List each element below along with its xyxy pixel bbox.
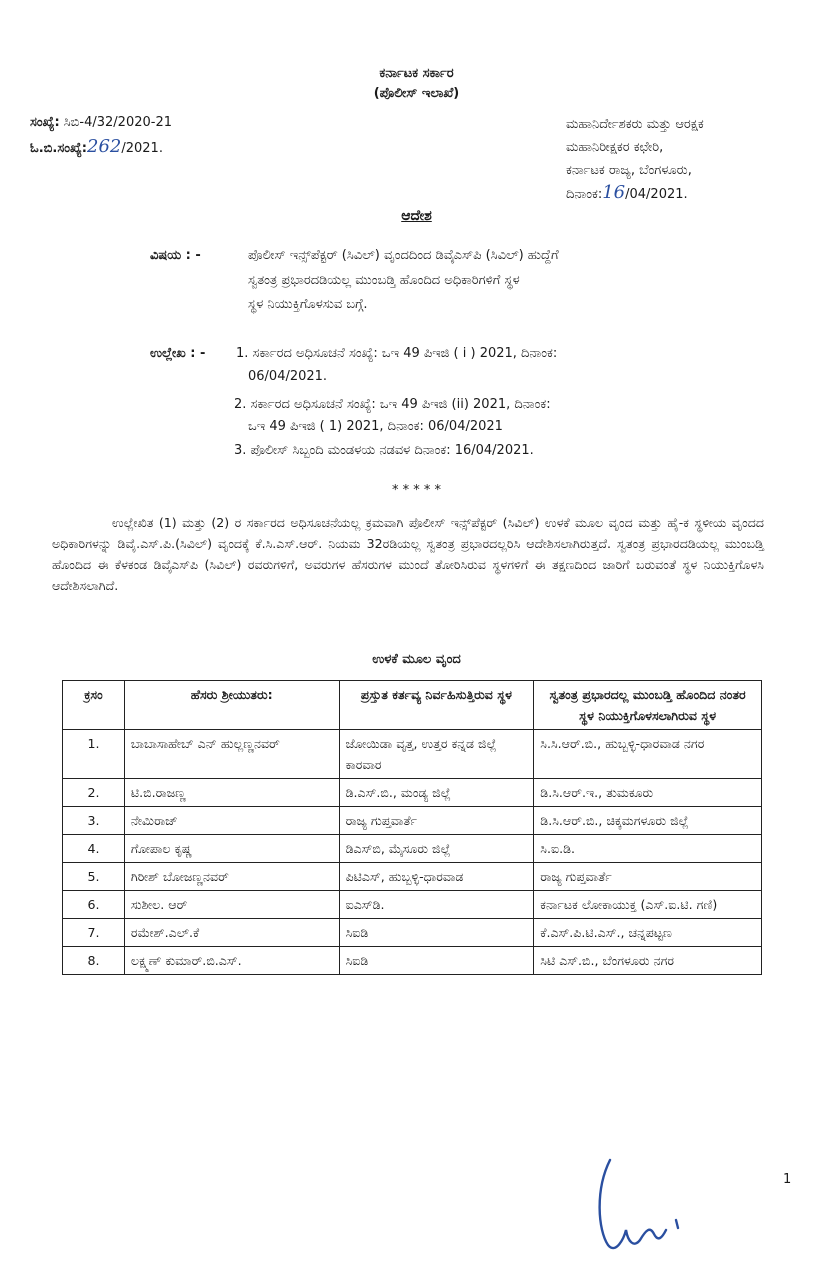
cell-name: ಲಕ್ಷ್ಮಣ್ ಕುಮಾರ್.ಬಿ.ಎಸ್. [124,947,339,975]
col-header-serial: ಕ್ರಸಂ [63,681,125,730]
signature-mark [590,1150,700,1260]
cell-serial: 4. [63,835,125,863]
reference-2a: 2. ಸರ್ಕಾರದ ಅಧಿಸೂಚನೆ ಸಂಖ್ಯೆ: ಒಇ 49 ಪಿಇಜಿ (ii) 2021, ದಿನಾಂಕ: [234,397,551,412]
cell-current-post: ಡಿ.ಎಸ್.ಬಿ., ಮಂಡ್ಯ ಜಿಲ್ಲೆ [339,779,534,807]
ob-number-label: ಓ.ಬಿ.ಸಂಖ್ಯೆ: [30,141,87,156]
office-line-3: ಕರ್ನಾಟಕ ರಾಜ್ಯ, ಬೆಂಗಳೂರು, [566,163,692,178]
order-number-value: ಸಿಬಿ-4/32/2020-21 [63,115,173,130]
ob-number-year: /2021. [121,141,163,156]
cell-name: ಸುಶೀಲ. ಆರ್ [124,891,339,919]
cell-name: ಟಿ.ಬಿ.ರಾಜಣ್ಣ [124,779,339,807]
ob-number-handwritten: 262 [87,136,122,157]
cell-current-post: ರಾಜ್ಯ ಗುಪ್ತವಾರ್ತೆ [339,807,534,835]
cell-name: ನೇಮಿರಾಜ್ [124,807,339,835]
cell-current-post: ಸಿಐಡಿ [339,947,534,975]
reference-2b: ಒಇ 49 ಪಿಇಜಿ ( 1) 2021, ದಿನಾಂಕ: 06/04/2021 [248,419,503,434]
date-rest: /04/2021. [625,187,688,202]
table-header-row [63,681,762,730]
date-label: ದಿನಾಂಕ: [566,187,603,202]
col-header-new-post: ಸ್ವತಂತ್ರ ಪ್ರಭಾರದಲ್ಲ ಮುಂಬಡ್ತಿ ಹೊಂದಿದ ನಂತರ ಸ್ಥಳ ನಿಯುಕ್ತಿಗೊಳಸಲಾಗಿರುವ ಸ್ಥಳ [534,681,762,730]
cell-serial: 3. [63,807,125,835]
cell-new-post: ಸಿ.ಸಿ.ಆರ್.ಬಿ., ಹುಬ್ಬಳ್ಳಿ-ಧಾರವಾಡ ನಗರ [534,730,762,779]
cell-name: ರಮೇಶ್.ಎಲ್.ಕೆ [124,919,339,947]
cell-new-post: ಸಿ.ಐ.ಡಿ. [534,835,762,863]
cell-name: ಗೋಪಾಲ ಕೃಷ್ಣ [124,835,339,863]
page-number: 1 [783,1172,792,1187]
reference-1a: 1. ಸರ್ಕಾರದ ಅಧಿಸೂಚನೆ ಸಂಖ್ಯೆ: ಒಇ 49 ಪಿಇಜಿ ( i ) 2021, ದಿನಾಂಕ: [236,346,558,361]
table-row [63,779,762,807]
cell-new-post: ಡಿ.ಸಿ.ಆರ್.ಇ., ತುಮಕೂರು [534,779,762,807]
reference-3: 3. ಪೊಲೀಸ್ ಸಿಬ್ಬಂದಿ ಮಂಡಳಯ ನಡವಳ ದಿನಾಂಕ: 16/04/2021. [234,443,534,458]
ob-number [30,138,163,157]
col-header-name: ಹೆಸರು ಶ್ರೀಯುತರು: [124,681,339,730]
office-date [566,184,688,203]
cell-current-post: ಸಿಐಡಿ [339,919,534,947]
cell-new-post: ಸಿಟಿ ಎಸ್.ಬಿ., ಬೆಂಗಳೂರು ನಗರ [534,947,762,975]
table-row [63,730,762,779]
cell-serial: 5. [63,863,125,891]
cell-current-post: ಜೋಯಿಡಾ ವೃತ್ತ, ಉತ್ತರ ಕನ್ನಡ ಜಿಲ್ಲೆ ಕಾರವಾರ [339,730,534,779]
cell-current-post: ಪಿಟಿಎಸ್, ಹುಬ್ಬಳ್ಳಿ-ಧಾರವಾಡ [339,863,534,891]
cell-new-post: ಕೆ.ಎಸ್.ಪಿ.ಟಿ.ಎಸ್., ಚನ್ನಪಟ್ಟಣ [534,919,762,947]
body-paragraph: ಉಲ್ಲೇಖಿತ (1) ಮತ್ತು (2) ರ ಸರ್ಕಾರದ ಅಧಿಸೂಚನೆಯಲ್ಲ ಕ್ರಮವಾಗಿ ಪೊಲೀಸ್ ಇನ್ಸ್‌ಪೆಕ್ಟರ್ (ಸಿವಿಲ್) ಉಳಕೆ ಮೂಲ ವೃಂದ ಮತ್ತು ಹೈ-ಕ ಸ್ಥಳೀಯ ವೃಂದದ ಅಧಿಕಾರಿಗಳನ್ನು ಡಿವೈ.ಎಸ್.ಪಿ.(ಸಿವಿಲ್) ವೃಂದಕ್ಕೆ ಕೆ.ಸಿ.ಎಸ್.ಆರ್. ನಿಯಮ 32ರಡಿಯಲ್ಲ ಸ್ವತಂತ್ರ ಪ್ರಭಾರದಲ್ಲರಿಸಿ ಆದೇಶಿಸಲಾಗಿರುತ್ತದೆ. ಸ್ವತಂತ್ರ ಪ್ರಭಾರದಡಿಯಲ್ಲ ಮುಂಬಡ್ತಿ ಹೊಂದಿದ ಈ ಕೆಳಕಂಡ ಡಿವೈಎಸ್‌ಪಿ (ಸಿವಿಲ್) ರವರುಗಳಿಗೆ, ಅವರುಗಳ ಹೆಸರುಗಳ ಮುಂದೆ ತೋರಿಸಿರುವ ಸ್ಥಳಗಳಿಗೆ ಈ ತಕ್ಷಣದಿಂದ ಜಾರಿಗೆ ಬರುವಂತೆ ಸ್ಥಳ ನಿಯುಕ್ತಿಗೊಳಸಿ ಆದೇಶಿಸಲಾಗಿದೆ. [52,515,764,593]
subject-label: ವಿಷಯ : - [150,248,201,263]
cell-serial: 1. [63,730,125,779]
table-row [63,947,762,975]
cell-serial: 8. [63,947,125,975]
cell-serial: 7. [63,919,125,947]
officer-posting-table [62,680,762,975]
government-title: ಕರ್ನಾಟಕ ಸರ್ಕಾರ [379,66,454,81]
col-header-current-post: ಪ್ರಸ್ತುತ ಕರ್ತವ್ಯ ನಿರ್ವಹಿಸುತ್ತಿರುವ ಸ್ಥಳ [339,681,534,730]
table-row [63,835,762,863]
office-line-1: ಮಹಾನಿರ್ದೇಶಕರು ಮತ್ತು ಆರಕ್ಷಕ [566,117,704,132]
subject-line-3: ಸ್ಥಳ ನಿಯುಕ್ತಿಗೊಳಸುವ ಬಗ್ಗೆ. [248,297,368,312]
cell-serial: 6. [63,891,125,919]
order-number-label: ಸಂಖ್ಯೆ: [30,115,60,130]
subject-line-2: ಸ್ವತಂತ್ರ ಪ್ರಭಾರದಡಿಯಲ್ಲ ಮುಂಬಡ್ತಿ ಹೊಂದಿದ ಅಧಿಕಾರಿಗಳಿಗೆ ಸ್ಥಳ [248,273,520,288]
table-row [63,807,762,835]
date-handwritten: 16 [602,182,626,203]
cell-new-post: ಡಿ.ಸಿ.ಆರ್.ಬಿ., ಚಿಕ್ಕಮಗಳೂರು ಜಿಲ್ಲೆ [534,807,762,835]
table-row [63,863,762,891]
cell-new-post: ರಾಜ್ಯ ಗುಪ್ತವಾರ್ತೆ [534,863,762,891]
office-line-2: ಮಹಾನಿರೀಕ್ಷಕರ ಕಛೇರಿ, [566,140,664,155]
cell-name: ಬಾಬಾಸಾಹೇಬ್ ಎನ್ ಹುಲ್ಲಣ್ಣನವರ್ [124,730,339,779]
order-title: ಆದೇಶ [401,208,432,224]
subject-line-1: ಪೊಲೀಸ್ ಇನ್ಸ್‌ಪೆಕ್ಟರ್ (ಸಿವಿಲ್) ವೃಂದದಿಂದ ಡಿವೈಎಸ್‌ಪಿ (ಸಿವಿಲ್) ಹುದ್ದೆಗೆ [248,248,559,263]
cell-new-post: ಕರ್ನಾಟಕ ಲೋಕಾಯುಕ್ತ (ಎಸ್.ಐ.ಟಿ. ಗಣಿ) [534,891,762,919]
separator-stars: * * * * * [391,483,442,498]
order-number [30,114,172,131]
table-row [63,891,762,919]
cell-name: ಗಿರೀಶ್ ಬೋಜಣ್ಣನವರ್ [124,863,339,891]
department-title: (ಪೊಲೀಸ್ ಇಲಾಖೆ) [373,86,460,101]
table-row [63,919,762,947]
cell-serial: 2. [63,779,125,807]
reference-1b: 06/04/2021. [248,369,328,384]
cell-current-post: ಐಎಸ್‌ಡಿ. [339,891,534,919]
references-label: ಉಲ್ಲೇಖ : - [150,346,206,361]
table-title: ಉಳಕೆ ಮೂಲ ವೃಂದ [372,652,461,667]
cell-current-post: ಡಿಎಸ್‌ಬಿ, ಮೈಸೂರು ಜಿಲ್ಲೆ [339,835,534,863]
